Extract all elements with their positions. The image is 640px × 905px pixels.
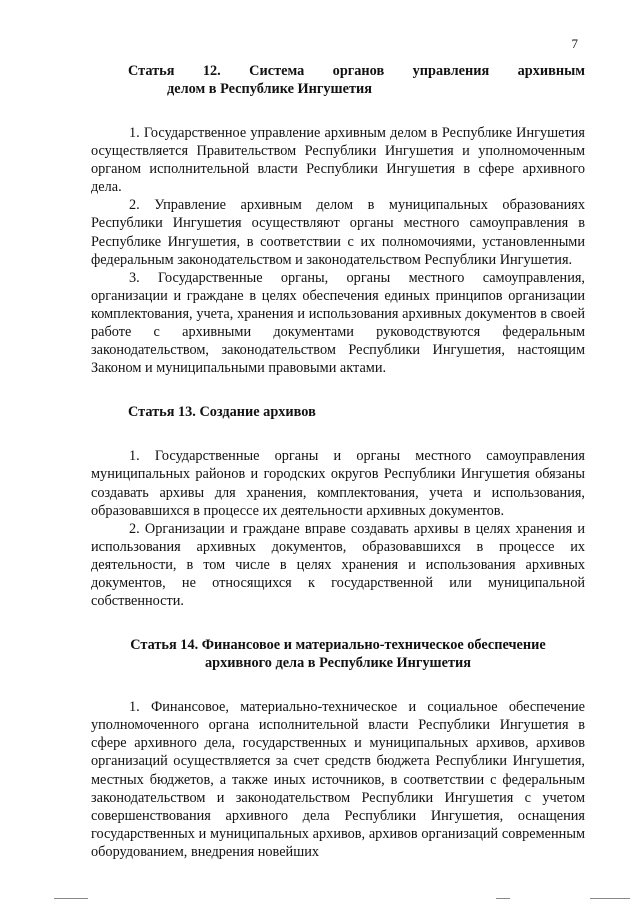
article-title-line: архивного дела в Республике Ингушетия bbox=[205, 655, 471, 672]
page-number: 7 bbox=[571, 36, 578, 51]
article-13 bbox=[91, 403, 585, 610]
paragraph: 1. Государственное управление архивным делом в Республике Ингушетия осуществляется Правительством Республики Ингушетия и уполномоченным органом исполнительной власти Республики Ингушетия в сфере архивного дела. bbox=[91, 125, 585, 196]
paragraph: 1. Финансовое, материально-техническое и социальное обеспечение уполномоченного органа исполнительной власти Республики Ингушетия в сфере архивного дела, государственных и муниципальных архивов, архивов организаций осуществляется за счет средств бюджета Республики Ингушетия, местных бюджетов, а также иных источников, в соответствии с федеральным законодательством и законодательством Республики Ингушетия с учетом совершенствования архивного дела Республики Ингушетия, оснащения государственных и муниципальных архивов, архивов организаций современным оборудованием, внедрения новейших bbox=[91, 699, 585, 860]
document-body bbox=[91, 62, 585, 861]
article-14-title bbox=[91, 636, 585, 672]
scan-mark bbox=[54, 898, 88, 899]
paragraph: 1. Государственные органы и органы местного самоуправления муниципальных районов и городских округов Республики Ингушетия обязаны создавать архивы для хранения, комплектования, учета и использования, образовавшихся в процессе их деятельности архивных документов. bbox=[91, 448, 585, 519]
scan-mark bbox=[590, 898, 630, 899]
article-title-line: Статья 13. Создание архивов bbox=[128, 404, 316, 421]
paragraph: 3. Государственные органы, органы местного самоуправления, организации и граждане в целях обеспечения единых принципов организации комплектования, учета, хранения и использования архивных документов в своей работе с архивными документами руководствуются федеральным законодательством, законодательством Республики Ингушетия, настоящим Законом и муниципальными правовыми актами. bbox=[91, 269, 585, 377]
paragraph: 2. Организации и граждане вправе создавать архивы в целях хранения и использования архивных документов, образовавшихся в процессе их деятельности, в том числе в целях хранения и использования архивных документов, не относящихся к государственной или муниципальной собственности. bbox=[91, 520, 585, 610]
article-13-title bbox=[91, 403, 585, 421]
article-12 bbox=[91, 62, 585, 377]
scan-edge-marks bbox=[0, 893, 640, 899]
article-title-line: Статья 12. Система органов управления архивным bbox=[128, 63, 585, 79]
article-12-title bbox=[91, 62, 585, 98]
article-title-line: Статья 14. Финансовое и материально-техническое обеспечение bbox=[130, 637, 546, 654]
article-14 bbox=[91, 636, 585, 861]
paragraph: 2. Управление архивным делом в муниципальных образованиях Республики Ингушетия осуществляют органы местного самоуправления в Республике Ингушетия, в соответствии с их полномочиями, установленными федеральным законодательством и законодательством Республики Ингушетия. bbox=[91, 197, 585, 268]
scan-mark bbox=[496, 898, 510, 899]
article-title-line: делом в Республике Ингушетия bbox=[167, 81, 372, 97]
